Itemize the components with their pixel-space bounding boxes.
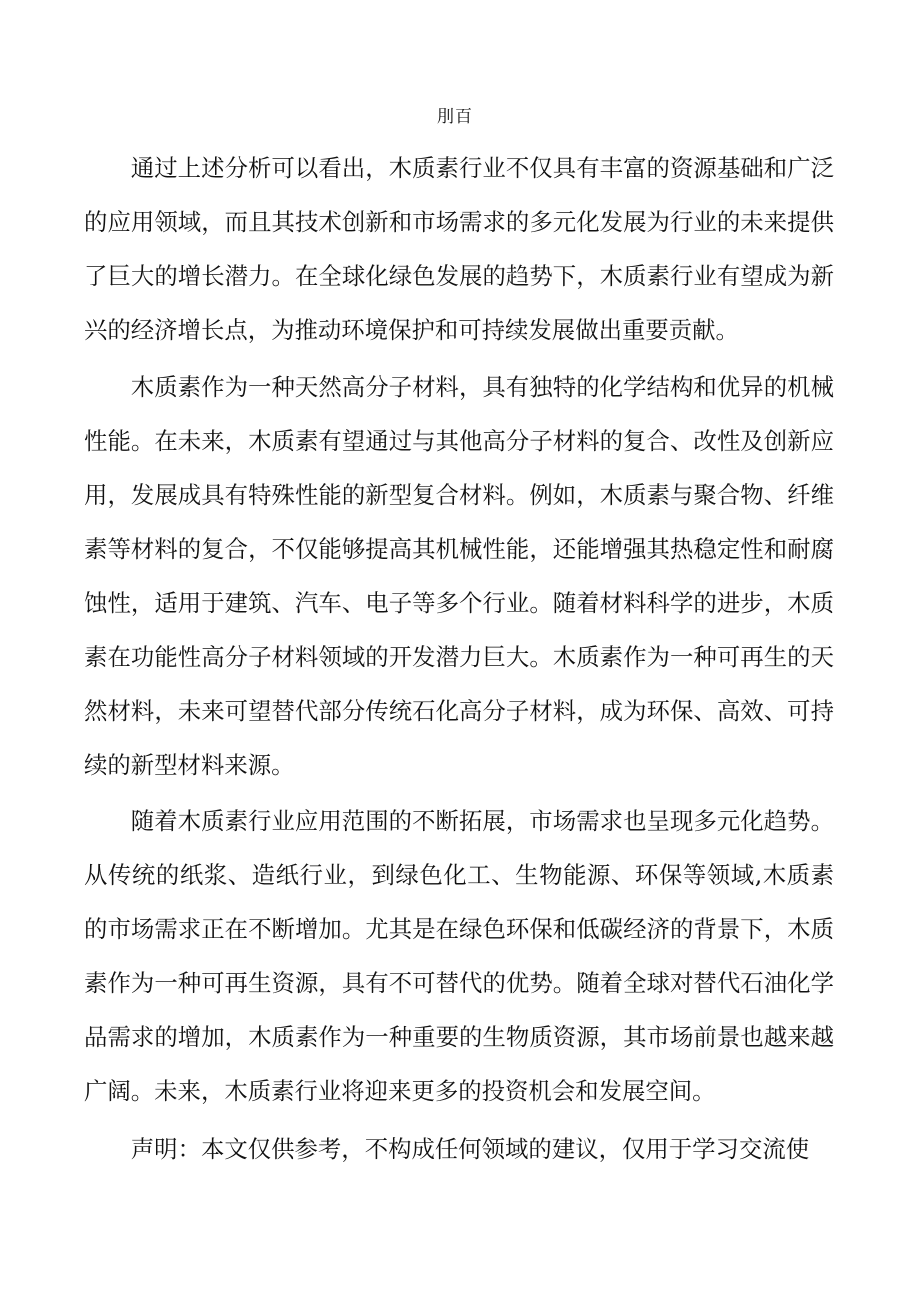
- paragraph-material: 木质素作为一种天然高分子材料，具有独特的化学结构和优异的机械性能。在未来，木质素有望通过与其他高分子材料的复合、改性及创新应用，发展成具有特殊性能的新型复合材料。例如，木质素与聚合物、纤维素等材料的复合，不仅能够提高其机械性能，还能增强其热稳定性和耐腐蚀性，适用于建筑、汽车、电子等多个行业。随着材料科学的进步，木质素在功能性高分子材料领域的开发潜力巨大。木质素作为一种可再生的天然材料，未来可望替代部分传统石化高分子材料，成为环保、高效、可持续的新型材料来源。: [84, 373, 834, 779]
- disclaimer-text: 声明：本文仅供参考，不构成任何领域的建议，仅用于学习交流使: [130, 1135, 810, 1163]
- paragraph-market: 随着木质素行业应用范围的不断拓展，市场需求也呈现多元化趋势。从传统的纸浆、造纸行业，到绿色化工、生物能源、环保等领域,木质素的市场需求正在不断增加。尤其是在绿色环保和低碳经济的背景下，木质素作为一种可再生资源，具有不可替代的优势。随着全球对替代石油化学品需求的增加，木质素作为一种重要的生物质资源，其市场前景也越来越广阔。未来，木质素行业将迎来更多的投资机会和发展空间。: [84, 807, 834, 1105]
- page-heading: 刖百: [437, 107, 473, 127]
- paragraph-summary: 通过上述分析可以看出，木质素行业不仅具有丰富的资源基础和广泛的应用领域，而且其技术创新和市场需求的多元化发展为行业的未来提供了巨大的增长潜力。在全球化绿色发展的趋势下，木质素行业有望成为新兴的经济增长点，为推动环境保护和可持续发展做出重要贡献。: [84, 154, 834, 344]
